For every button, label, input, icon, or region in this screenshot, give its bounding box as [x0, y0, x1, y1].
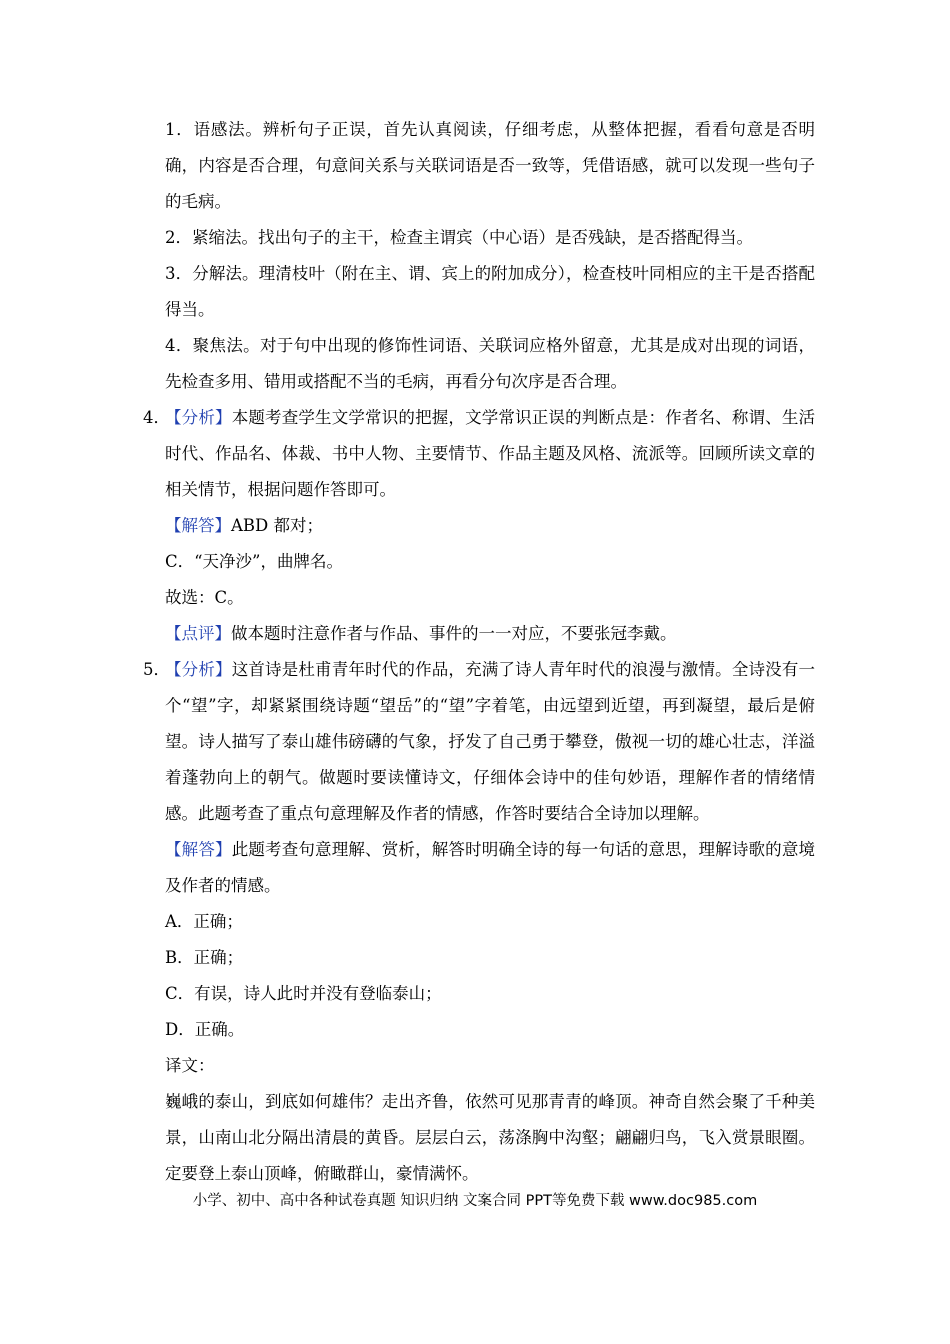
page-content — [143, 112, 816, 1192]
answer-text: ABD 都对； — [231, 516, 324, 535]
analysis-tag: 【分析】 — [165, 660, 232, 679]
question-4-option-c: C．“天净沙”，曲牌名。 — [165, 552, 343, 571]
question-5-analysis — [165, 652, 815, 832]
analysis-text: 本题考查学生文学常识的把握，文学常识正误的判断点是：作者名、称谓、生活时代、作品名、体裁、书中人物、主要情节、作品主题及风格、流派等。回顾所读文章的相关情节，根据问题作答即可。 — [165, 408, 816, 499]
method-2: 2．紧缩法。找出句子的主干，检查主谓宾（中心语）是否残缺，是否搭配得当。 — [165, 228, 753, 247]
question-4-number: 4． — [143, 408, 170, 427]
comment-text: 做本题时注意作者与作品、事件的一一对应，不要张冠李戴。 — [231, 624, 677, 643]
question-5-number: 5． — [143, 660, 170, 679]
question-5-answer — [165, 832, 815, 904]
question-4-choice: 故选：C。 — [165, 588, 244, 607]
question-5 — [143, 652, 816, 1192]
analysis-tag: 【分析】 — [165, 408, 232, 427]
question-4 — [143, 400, 816, 652]
analysis-text: 这首诗是杜甫青年时代的作品，充满了诗人青年时代的浪漫与激情。全诗没有一个“望”字，却紧紧围绕诗题“望岳”的“望”字着笔，由远望到近望，再到凝望，最后是俯望。诗人描写了泰山雄伟磅礴的气象，抒发了自己勇于攀登，傲视一切的雄心壮志，洋溢着蓬勃向上的朝气。做题时要读懂诗文，仔细体会诗中的佳句妙语，理解作者的情绪情感。此题考查了重点句意理解及作者的情感，作答时要结合全诗加以理解。 — [165, 660, 816, 823]
answer-tag: 【解答】 — [165, 840, 232, 859]
page-footer: 小学、初中、高中各种试卷真题 知识归纳 文案合同 PPT等免费下载 www.doc985.com — [192, 1193, 758, 1209]
question-4-answer — [165, 508, 815, 544]
question-5-option-b: B．正确； — [165, 948, 244, 967]
question-4-comment — [165, 616, 815, 652]
answer-text: 此题考查句意理解、赏析，解答时明确全诗的每一句话的意思，理解诗歌的意境及作者的情感。 — [165, 840, 816, 895]
translation-text: 巍峨的泰山，到底如何雄伟？走出齐鲁，依然可见那青青的峰顶。神奇自然会聚了千种美景，山南山北分隔出清晨的黄昏。层层白云，荡涤胸中沟壑；翩翩归鸟，飞入赏景眼圈。定要登上泰山顶峰，俯瞰群山，豪情满怀。 — [165, 1092, 815, 1183]
method-3: 3．分解法。理清枝叶（附在主、谓、宾上的附加成分），检查枝叶同相应的主干是否搭配得当。 — [165, 264, 815, 319]
method-4: 4．聚焦法。对于句中出现的修饰性词语、关联词应格外留意，尤其是成对出现的词语，先检查多用、错用或搭配不当的毛病，再看分句次序是否合理。 — [165, 336, 815, 391]
translation-label: 译文： — [165, 1056, 215, 1075]
question-5-option-c: C．有误，诗人此时并没有登临泰山； — [165, 984, 442, 1003]
question-5-option-d: D．正确。 — [165, 1020, 245, 1039]
method-1: 1．语感法。辨析句子正误，首先认真阅读，仔细考虑，从整体把握，看看句意是否明确，内容是否合理，句意间关系与关联词语是否一致等，凭借语感，就可以发现一些句子的毛病。 — [165, 120, 815, 211]
comment-tag: 【点评】 — [165, 624, 231, 643]
question-4-analysis — [165, 400, 815, 508]
answer-tag: 【解答】 — [165, 516, 231, 535]
question-5-option-a: A．正确； — [165, 912, 243, 931]
